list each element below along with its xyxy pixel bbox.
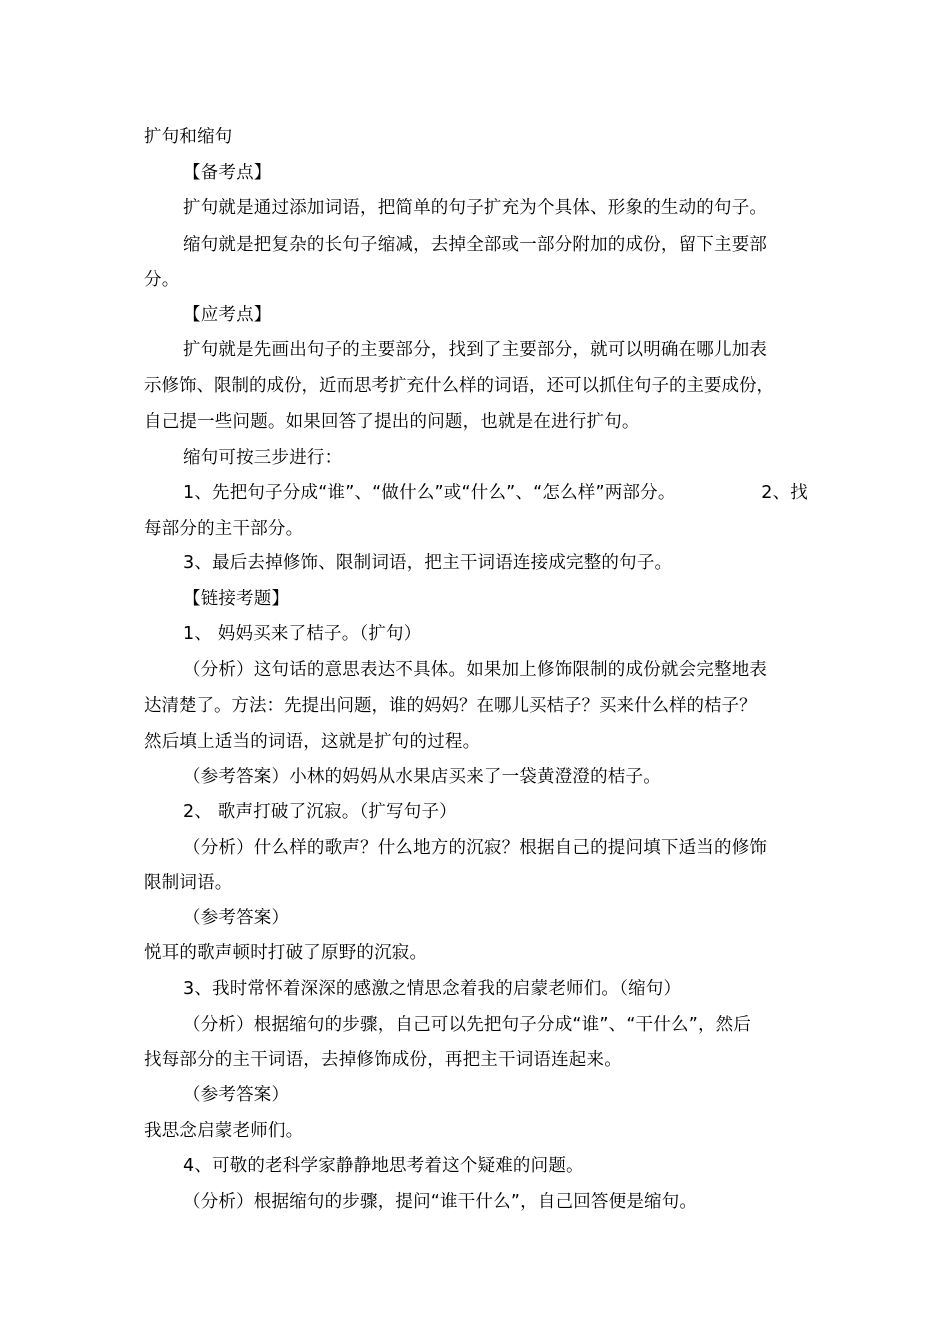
section-heading-exam-links: 【链接考题】 xyxy=(183,589,290,609)
paragraph-expand-method-line3: 自己提一些问题。如果回答了提出的问题，也就是在进行扩句。 xyxy=(144,412,640,432)
section-heading-key-points: 【备考点】 xyxy=(183,163,272,183)
paragraph-shrink-definition-line1: 缩句就是把复杂的长句子缩减，去掉全部或一部分附加的成份，留下主要部 xyxy=(183,235,768,255)
paragraph-expand-method-line2: 示修饰、限制的成份，近而思考扩充什么样的词语，还可以抓住句子的主要成份， xyxy=(144,376,774,396)
document-title: 扩句和缩句 xyxy=(144,127,233,147)
question-3-analysis-line2: 找每部分的主干词语，去掉修饰成份，再把主干词语连起来。 xyxy=(144,1050,622,1070)
question-3: 3、我时常怀着深深的感激之情思念着我的启蒙老师们。（缩句） xyxy=(183,979,682,999)
shrink-step-2-continued: 每部分的主干部分。 xyxy=(144,519,304,539)
shrink-step-3: 3、最后去掉修饰、限制词语，把主干词语连接成完整的句子。 xyxy=(183,553,673,573)
question-1-analysis-line1: （分析）这句话的意思表达不具体。如果加上修饰限制的成份就会完整地表 xyxy=(183,660,768,680)
paragraph-expand-method-line1: 扩句就是先画出句子的主要部分，找到了主要部分，就可以明确在哪儿加表 xyxy=(183,340,768,360)
question-2-answer: 悦耳的歌声顿时打破了原野的沉寂。 xyxy=(144,943,428,963)
shrink-step-1 xyxy=(183,481,808,505)
paragraph-expand-definition: 扩句就是通过添加词语，把简单的句子扩充为个具体、形象的生动的句子。 xyxy=(183,198,768,218)
question-1-analysis-line3: 然后填上适当的词语，这就是扩句的过程。 xyxy=(144,732,481,752)
question-2-answer-label: （参考答案） xyxy=(183,908,290,928)
paragraph-shrink-definition-line2: 分。 xyxy=(144,270,180,290)
question-2: 2、 歌声打破了沉寂。（扩写句子） xyxy=(183,802,457,822)
question-2-analysis-line1: （分析）什么样的歌声？什么地方的沉寂？根据自己的提问填下适当的修饰 xyxy=(183,838,768,858)
shrink-step-2-start: 2、找 xyxy=(761,483,808,503)
question-3-analysis-line1: （分析）根据缩句的步骤，自己可以先把句子分成“谁”、“干什么”，然后 xyxy=(183,1015,752,1035)
shrink-step-1-text: 1、先把句子分成“谁”、“做什么”或“什么”、“怎么样”两部分。 xyxy=(183,483,676,503)
section-heading-answer-points: 【应考点】 xyxy=(183,305,272,325)
question-3-answer: 我思念启蒙老师们。 xyxy=(144,1121,304,1141)
question-1-analysis-line2: 达清楚了。方法：先提出问题，谁的妈妈？在哪儿买桔子？买来什么样的桔子？ xyxy=(144,696,757,716)
question-2-analysis-line2: 限制词语。 xyxy=(144,873,233,893)
question-3-answer-label: （参考答案） xyxy=(183,1085,290,1105)
question-1: 1、 妈妈买来了桔子。（扩句） xyxy=(183,624,422,644)
shrink-steps-intro: 缩句可按三步进行： xyxy=(183,448,343,468)
question-4-analysis: （分析）根据缩句的步骤，提问“谁干什么”，自己回答便是缩句。 xyxy=(183,1192,698,1212)
question-4: 4、可敬的老科学家静静地思考着这个疑难的问题。 xyxy=(183,1156,584,1176)
question-1-answer: （参考答案）小林的妈妈从水果店买来了一袋黄澄澄的桔子。 xyxy=(183,767,661,787)
